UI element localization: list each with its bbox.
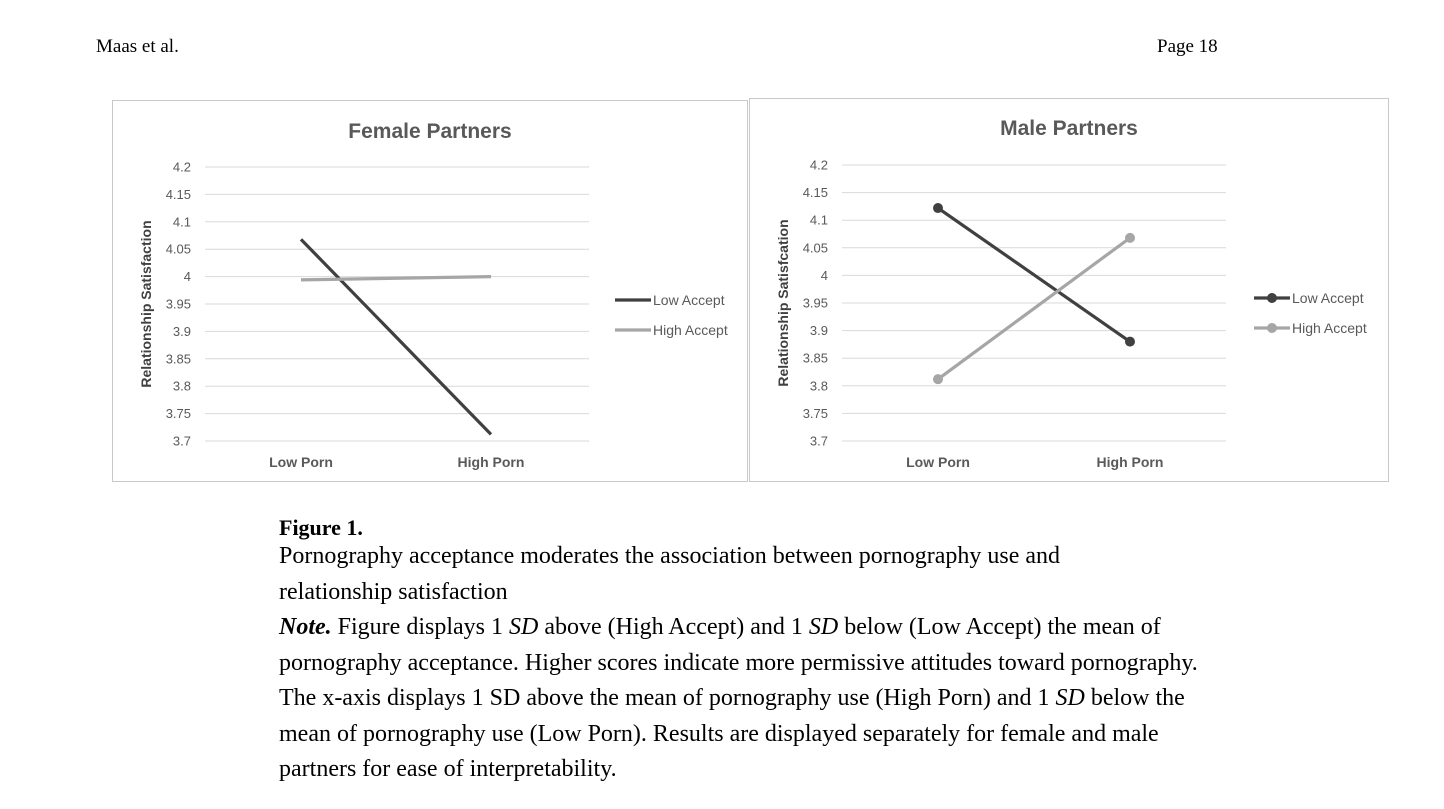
legend-label: High Accept — [1292, 320, 1367, 336]
note-part: Figure displays 1 — [331, 614, 509, 640]
data-point — [933, 374, 943, 384]
data-point — [1125, 337, 1135, 347]
series-line-low-accept — [938, 208, 1130, 342]
y-tick-label: 3.7 — [172, 433, 191, 449]
y-axis-label: Relationship Satisfcation — [775, 219, 791, 387]
y-tick-label: 4.1 — [809, 212, 828, 228]
note-part: below (Low Accept) the mean of pornography acceptance. Higher scores indicate more permissive attitudes toward pornography. The x-axis displays 1 SD above the mean of pornography use (High Porn) and 1 — [279, 614, 1198, 711]
series-line-low-accept — [301, 239, 491, 434]
x-tick-label: Low Porn — [269, 454, 333, 470]
x-tick-label: Low Porn — [906, 454, 970, 470]
y-tick-label: 4 — [820, 267, 828, 283]
chart-panel-female — [112, 100, 748, 482]
y-tick-label: 4.1 — [172, 214, 191, 230]
legend-marker — [1267, 323, 1277, 333]
note-label: Note. — [279, 614, 332, 640]
y-tick-label: 4 — [183, 269, 191, 285]
y-tick-label: 4.2 — [172, 159, 191, 175]
y-tick-label: 3.8 — [809, 378, 828, 394]
y-axis-label: Relationship Satisfaction — [138, 220, 154, 388]
x-tick-label: High Porn — [1096, 454, 1164, 470]
legend-label: High Accept — [653, 322, 728, 338]
y-tick-label: 4.15 — [165, 186, 191, 202]
note-sd: SD — [1055, 685, 1085, 711]
note-sd: SD — [508, 614, 539, 640]
y-tick-label: 3.75 — [165, 406, 191, 422]
legend-label: Low Accept — [1292, 290, 1364, 306]
legend-label: Low Accept — [653, 292, 725, 308]
y-tick-label: 3.75 — [802, 405, 828, 421]
y-tick-label: 4.05 — [165, 241, 191, 257]
legend-marker — [1267, 293, 1277, 303]
y-tick-label: 3.95 — [165, 296, 191, 312]
chart-title: Female Partners — [348, 120, 512, 143]
figure-title: Pornography acceptance moderates the association between pornography use and relationship satisfaction — [279, 543, 1061, 605]
page-number: Page 18 — [1157, 36, 1218, 57]
y-tick-label: 3.85 — [165, 351, 191, 367]
y-tick-label: 4.15 — [802, 185, 828, 201]
y-tick-label: 4.2 — [809, 157, 828, 173]
y-tick-label: 3.95 — [802, 295, 828, 311]
data-point — [1125, 233, 1135, 243]
figure-note — [279, 610, 1239, 788]
chart-title: Male Partners — [1000, 117, 1138, 140]
note-part: below the mean of pornography use (Low Porn). Results are displayed separately for female and male partners for ease of interpretability. — [279, 685, 1185, 782]
y-tick-label: 3.7 — [809, 433, 828, 449]
y-tick-label: 4.05 — [802, 240, 828, 256]
y-tick-label: 3.85 — [802, 350, 828, 366]
chart-panel-male — [749, 98, 1389, 482]
data-point — [933, 203, 943, 213]
y-tick-label: 3.9 — [172, 323, 191, 339]
y-tick-label: 3.8 — [172, 378, 191, 394]
figure-label: Figure 1. — [279, 515, 363, 540]
y-tick-label: 3.9 — [809, 323, 828, 339]
note-part: above (High Accept) and 1 — [538, 614, 809, 640]
x-tick-label: High Porn — [457, 454, 525, 470]
note-sd: SD — [808, 614, 839, 640]
chart-male-partners — [750, 99, 1390, 483]
running-head-author: Maas et al. — [96, 36, 179, 57]
chart-female-partners — [113, 101, 749, 483]
